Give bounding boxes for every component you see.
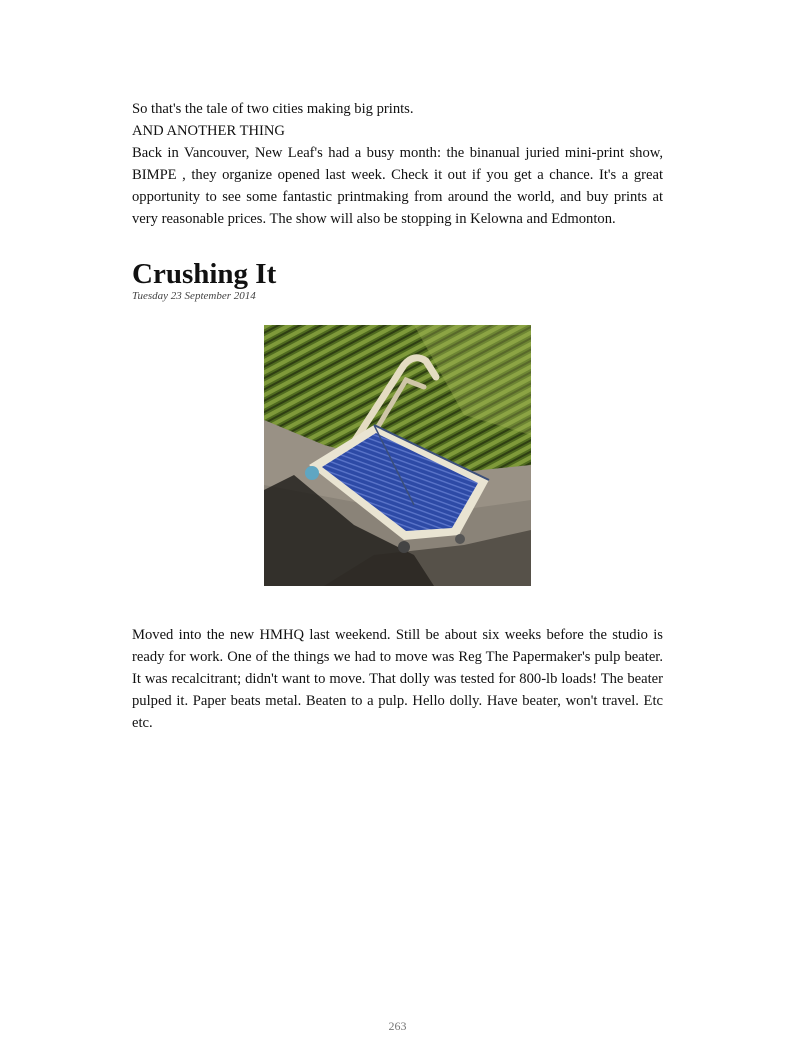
closing-line: So that's the tale of two cities making big prints. — [132, 101, 414, 117]
post-date: Tuesday 23 September 2014 — [132, 290, 256, 302]
page-content — [132, 98, 663, 734]
page-number: 263 — [388, 1019, 407, 1033]
dolly-wheel — [305, 466, 319, 480]
intro-paragraph: Back in Vancouver, New Leaf's had a busy month: the binanual juried mini-print show, BIMPE , they organize opened last week. Check it out if you get a chance. It's a great opportunity to see some fantastic printmaking from around the world, and buy prints at very reasonable prices. The show will also be stopping in Kelowna and Edmonton. — [132, 145, 663, 227]
dolly-wheel — [455, 534, 465, 544]
post-title: Crushing It — [132, 258, 277, 290]
post-body: Moved into the new HMHQ last weekend. Still be about six weeks before the studio is ready for work. One of the things we had to move was Reg The Papermaker's pulp beater. It was recalcitrant; didn't want to move. That dolly was tested for 800-lb loads! The beater pulped it. Paper beats metal. Beaten to a pulp. Hello dolly. Have beater, won't travel. Etc etc. — [132, 627, 663, 731]
subheading: AND ANOTHER THING — [132, 123, 285, 139]
photo-container — [132, 325, 663, 586]
broken-dolly-photo — [264, 325, 531, 586]
dolly-wheel — [398, 541, 410, 553]
